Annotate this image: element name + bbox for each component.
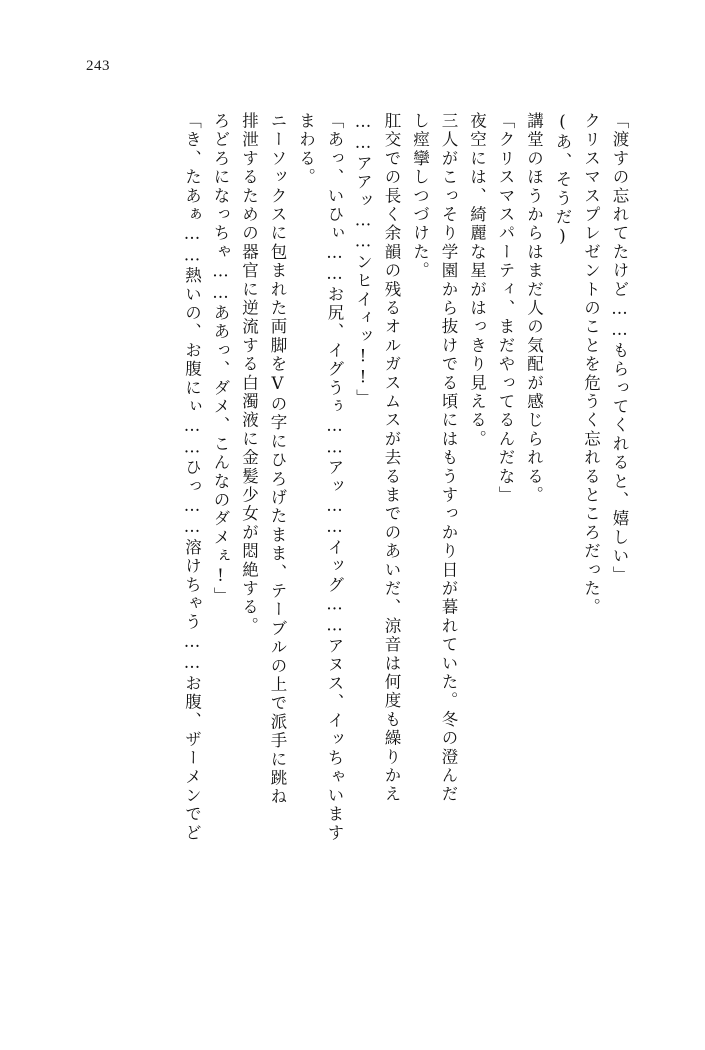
text-column: 「き、たあぁ……熱いの、お腹にぃ……ひっ……溶けちゃう……お腹、ザーメンでど: [182, 112, 202, 843]
text-column: し痙攣しつづけた。: [410, 112, 430, 281]
text-column: ニーソックスに包まれた両脚をVの字にひろげたまま、テーブルの上で派手に跳ね: [268, 112, 287, 807]
text-column: 肛交での長く余韻の残るオルガスムスが去るまでのあいだ、涼音は何度も繰りかえ: [382, 112, 401, 804]
text-column: ……アアッ……ンヒイィッ!!」: [353, 112, 373, 408]
text-column: ろどろになっちゃ……ああっ、ダメ、こんなのダメぇ!」: [211, 112, 230, 606]
text-column: まわる。: [296, 112, 316, 187]
text-column: 排泄するための器官に逆流する白濁液に金髪少女が悶絶する。: [239, 112, 259, 636]
vertical-text-block: [60, 112, 629, 843]
text-column: 三人がこっそり学園から抜けでる頃にはもうすっかり日が暮れていた。冬の澄んだ: [439, 112, 458, 804]
text-column: 夜空には、綺麗な星がはっきり見える。: [467, 112, 487, 449]
text-column: 「あっ、いひぃ……お尻、イグうぅ……アッ……イッグ……アヌス、イッちゃいます: [325, 112, 344, 843]
text-column: 「渡すの忘れてたけど……もらってくれると、嬉しい」: [610, 112, 629, 585]
text-column: クリスマスプレゼントのことを危うく忘れるところだった。: [581, 112, 601, 617]
text-column: 講堂のほうからはまだ人の気配が感じられる。: [524, 112, 544, 505]
page-number: 243: [86, 58, 110, 74]
text-column: (あ、そうだ): [553, 112, 572, 248]
text-column: 「クリスマスパーティ、まだやってるんだな」: [496, 112, 515, 505]
